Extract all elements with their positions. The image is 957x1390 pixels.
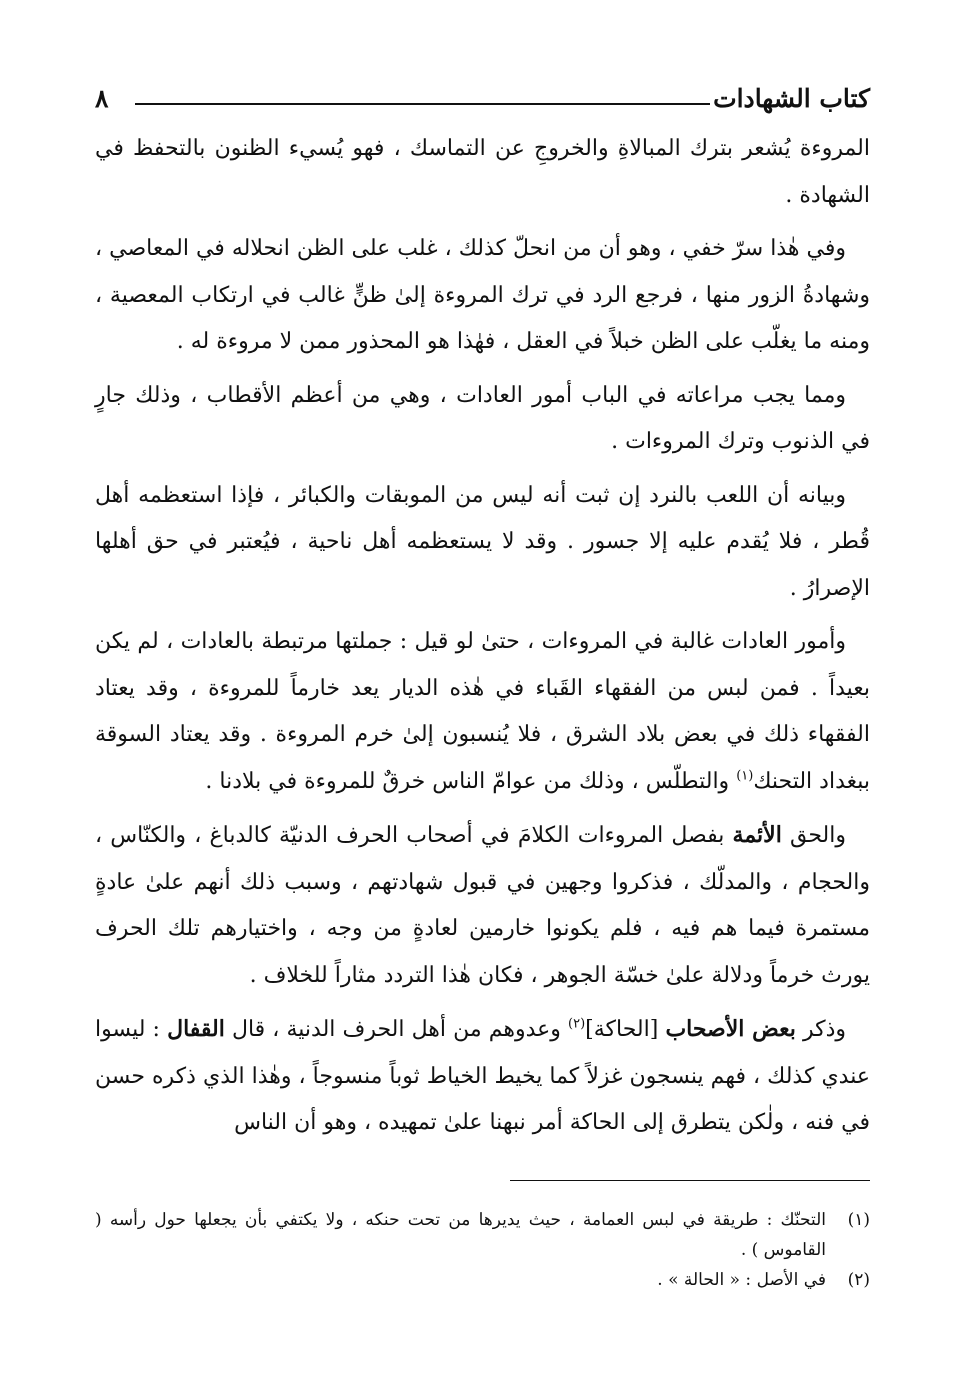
paragraph: [95, 126, 870, 219]
text-run: وأمور العادات غالبة في المروءات ، حتىٰ لو قيل : جملتها مرتبطة بالعادات ، لم يكن بعيداً . فمن لبس من الفقهاء القَباء في هٰذه الديار يعد خارماً للمروءة ، وقد يعتاد الفقهاء ذلك في بعض بلاد الشرق ، فلا يُنسبون إلىٰ خرم المروءة . وقد يعتاد السوقة ببغداد التحنك: [95, 629, 870, 794]
book-title: كتاب الشهادات: [713, 84, 870, 113]
paragraph: [95, 619, 870, 805]
footnote: [95, 1265, 870, 1295]
text-run: [الحاكة]: [585, 1017, 666, 1042]
text-run: : ليسوا عندي كذلك ، فهم ينسجون غزلاً كما يخيط الخياط ثوباً منسوجاً ، وهٰذا الذي ذكره حسن في فنه ، ولٰكن يتطرق إلى الحاكة أمر نبهنا علىٰ تمهيده ، وهو أن الناس: [95, 1017, 870, 1135]
page-header: [95, 80, 870, 126]
footnote-text: في الأصل : « الحالة » .: [657, 1270, 826, 1290]
footnote-reference: (٢): [568, 1016, 586, 1032]
page-number: ٨: [95, 84, 109, 113]
bold-term: القفال: [167, 1016, 225, 1042]
text-run: المروءة يُشعر بترك المبالاةِ والخروجِ عن التماسك ، فهو يُسيء الظنون بالتحفظ في الشهادة .: [95, 136, 870, 208]
text-run: والتطلّس ، وذلك من عوامّ الناس خرقٌ للمروءة في بلادنا .: [205, 768, 737, 794]
text-run: ومما يجب مراعاته في الباب أمور العادات ، وهي من أعظم الأقطاب ، وذلك جارٍ في الذنوب وترك المروءات .: [95, 382, 870, 454]
paragraph: [95, 473, 870, 613]
header-rule: [135, 103, 710, 105]
footnote-reference: (١): [736, 768, 754, 784]
text-run: وعدوهم من أهل الحرف الدنية ، قال: [224, 1017, 569, 1042]
footnote-text: التحنّك : طريقة في لبس العمامة ، حيث يديرها من تحت حنكه ، ولا يكتفي بأن يجعلها حول رأسه ( القاموس ) .: [95, 1210, 826, 1260]
text-run: وفي هٰذا سرّ خفي ، وهو أن من انحلّ كذلك ، غلب على الظن انحلاله في المعاصي ، وشهادةُ الزور منها ، فرجع الرد في ترك المروءة إلىٰ ظنٍّ غالب في ارتكاب المعصية ، ومنه ما يغلّب على الظن خبلاً في العقل ، فهٰذا هو المحذور ممن لا مروءة له .: [95, 236, 870, 354]
main-text: [95, 126, 870, 1147]
book-page: [95, 80, 870, 1370]
footnote: [95, 1205, 870, 1265]
footnote-separator: [510, 1180, 870, 1181]
paragraph: [95, 373, 870, 466]
text-run: وذكر: [795, 1017, 847, 1042]
text-run: بفصل المروءات الكلامَ في أصحاب الحرف الدنيّة كالدباغ ، والكنّاس ، والحجام ، والمدلّك ، فذكروا وجهين في قبول شهادتهم ، وسبب ذلك أنهم علىٰ عادةٍ مستمرة فيما هم فيه ، فلم يكونوا خارمين لعادةٍ من وجه ، واختيارهم تلك الحرف يورث خرماً ودلالة علىٰ خسّة الجوهر ، فكان هٰذا التردد مثاراً للخلاف .: [95, 823, 870, 988]
paragraph: [95, 1006, 870, 1147]
text-run: وبيانه أن اللعب بالنرد إن ثبت أنه ليس من الموبقات والكبائر ، فإذا استعظمه أهل قُطر ، فلا يُقدم عليه إلا جسور . وقد لا يستعظمه أهل ناحية ، فيُعتبر في حق أهلها الإصرارُ .: [95, 482, 870, 601]
footnote-number: (١): [847, 1210, 870, 1230]
paragraph: [95, 226, 870, 366]
footnote-number: (٢): [847, 1270, 870, 1290]
text-run: والحق: [781, 823, 847, 848]
bold-term: الأئمة: [732, 822, 782, 848]
footnotes: [95, 1205, 870, 1295]
paragraph: [95, 812, 870, 999]
bold-term: بعض الأصحاب: [665, 1016, 796, 1042]
